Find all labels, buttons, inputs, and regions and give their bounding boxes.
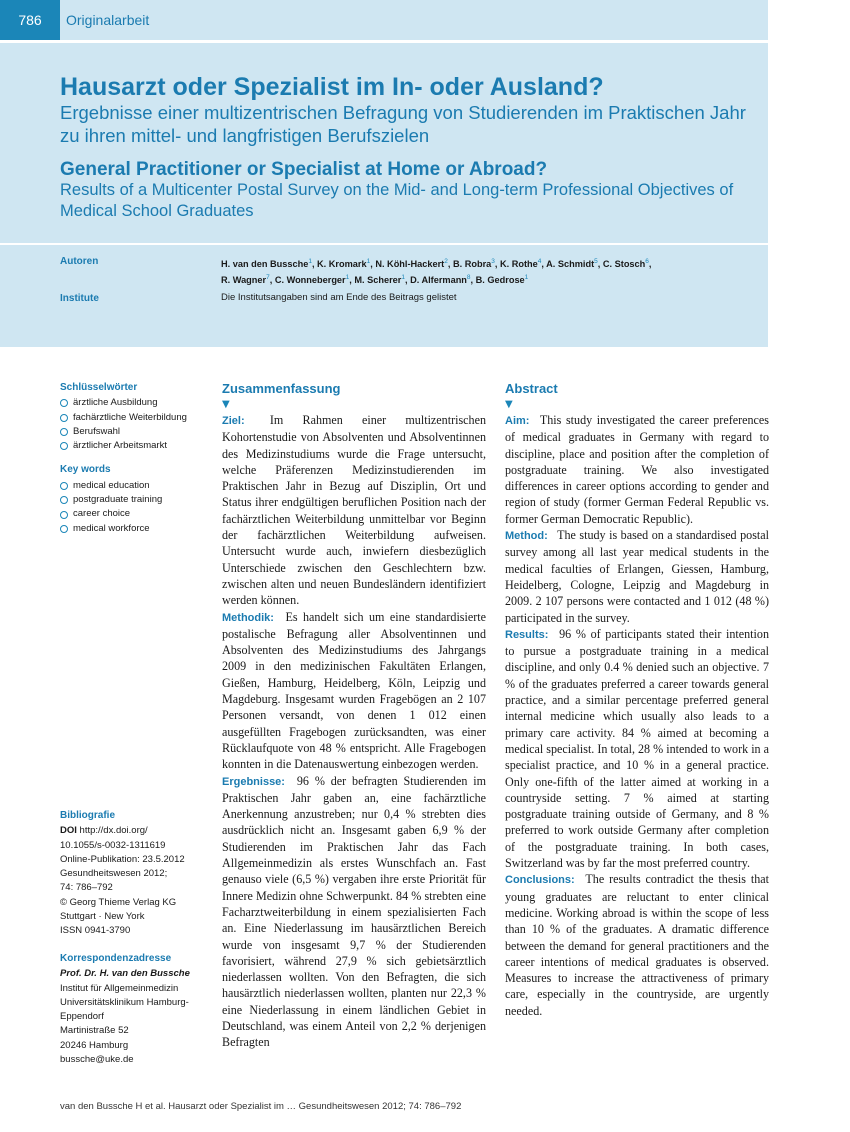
bullet-icon — [60, 482, 68, 490]
keywords-en-list — [60, 479, 210, 536]
keyword-text: medical workforce — [73, 522, 150, 534]
author-name: H. van den Bussche — [221, 259, 309, 270]
keyword-text: medical education — [73, 479, 150, 491]
title-german: Hausarzt oder Spezialist im In- oder Ausland? — [60, 73, 604, 101]
authors-label: Autoren — [60, 256, 99, 267]
corr-line: bussche@uke.de — [60, 1054, 134, 1066]
author-list: H. van den Bussche$^1$, K. Kromark$^1$, N. Köhl-Hackert$^2$, B. Robra$^3$, K. Rothe$^4$, A. Schmidt$^5$, C. Stosch$^6$, R. Wagner$^7$, C. Wonneberger$^1$, M. Scherer$^1$, D. Alfermann$^8$, B. Gedrose$^1$ — [221, 258, 652, 286]
author-name: K. Kromark — [317, 259, 367, 270]
section-label: Ergebnisse: — [222, 775, 285, 788]
abstract-paragraph — [505, 626, 769, 871]
author-affiliation: 1 — [524, 274, 529, 282]
bullet-icon — [60, 399, 68, 407]
abstract-paragraph — [505, 412, 769, 527]
section-label: Conclusions: — [505, 874, 575, 887]
section-label: Originalarbeit — [66, 12, 150, 28]
section-label: Methodik: — [222, 611, 274, 624]
keyword-text: postgraduate training — [73, 494, 163, 506]
author-affiliation: 1 — [366, 258, 371, 265]
author-affiliation: 4 — [537, 258, 542, 265]
section-text: 96 % of participants stated their intention to pursue a postgraduate training in a medical discipline, and only 0.4 % denied such an objective. 7 % of the graduates preferred a career towards general practice, and a similar percentage preferred general internal medicine which usually also leads to a primary care activity. 84 % aimed at becoming a medical specialist. In total, 28 % intended to work in a specialist practice, and 10 % in a general practice. Only one-fifth of the latter aimed at working in a countryside setting. 7 % aimed at starting postgraduate training outside of Germany, and 8 % preferred to work outside Germany after completion of the postgraduate training. In both cases, Switzerland was by far the most preferred country. — [505, 626, 769, 871]
author-affiliation: 6 — [645, 258, 649, 265]
author-name: B. Gedrose — [475, 275, 525, 286]
section-text: Im Rahmen einer multizentrischen Kohortenstudie von Absolventen und Absolventinnen des Medizinstudiums wurde die Frage untersucht, welche Präferenzen Medizinstudierenden im Praktischen Jahr in Bezug auf Disziplin, Ort und Status ihrer endgültigen beruflichen Position nach der fachärztlichen Weiterbildung unmittelbar vor Beginn der fachärztlichen Weiterbildung aufweisen. Untersucht wurde auch, inwiefern diesbezüglich Unterschiede zwischen den Geschlechtern bzw. zwischen alten und neuen Bundesländern identifiziert werden können. — [222, 413, 486, 608]
author-affiliation: 5 — [594, 258, 598, 265]
abstract-paragraph — [505, 871, 769, 1019]
bullet-icon — [60, 496, 68, 504]
biblio-line: http://dx.doi.org/ — [79, 825, 148, 837]
keyword-text: ärztlicher Arbeitsmarkt — [73, 440, 167, 452]
corr-lines — [60, 982, 210, 1068]
author-name: R. Wagner — [221, 275, 267, 286]
author-affiliation: 8 — [466, 274, 471, 282]
author-affiliation: 7 — [266, 274, 270, 282]
corr-heading: Korrespondenzadresse — [60, 953, 172, 964]
keyword-item — [60, 522, 210, 536]
author-name: N. Köhl-Hackert — [375, 259, 445, 270]
keywords-en-heading: Key words — [60, 464, 111, 476]
bullet-icon — [60, 428, 68, 436]
author-name: C. Stosch — [602, 259, 646, 270]
biblio-line: Online-Publikation: 23.5.2012 — [60, 853, 185, 865]
corr-line: Eppendorf — [60, 1011, 104, 1023]
keyword-item — [60, 493, 210, 507]
section-text: This study investigated the career preferences of medical graduates in Germany with regard to discipline, place and position after the completion of postgraduate training. We also investigated differences in career options according to gender and region of study (former German Federal Republic vs. former German Democratic Republic). — [505, 413, 769, 526]
abstract-paragraph — [222, 412, 486, 609]
doi-label: DOI — [60, 825, 77, 837]
triangle-icon: ▼ — [505, 399, 513, 410]
section-label: Aim: — [505, 415, 530, 427]
author-name: D. Alfermann — [410, 275, 467, 286]
section-text: 96 % der befragten Studierenden im Praktischen Jahr gaben an, eine fachärztliche Anerkennung anzustreben; nur 0,4 % strebten dies ausdrücklich nicht an. Insgesamt gaben 6,9 % der Studierenden im Praktischen Jahr das Fach Allgemeinmedizin als erstes Wunschfach an. Fast genauso viele (6,5 %) vergaben ihre erste Priorität für Innere Medizin ohne Schwerpunkt. 84 % strebten eine Facharztweiterbildung in einem spezialisierten Fach an. Eine Niederlassung im hausärztlichen Bereich wurde von insgesamt 9,7 % der Studierenden favorisiert, während 27,9 % sich gebietsärztlich niederlassen wollten. Von den Befragten, die sich hausärztlich niederlassen wollten, planten nur 22,3 % eine Niederlassung in einem ländlichen Gebiet in Deutschland, was einem Anteil von 2,2 % derjenigen Befragten — [222, 773, 486, 1050]
keyword-text: ärztliche Ausbildung — [73, 397, 158, 409]
biblio-line: © Georg Thieme Verlag KG — [60, 896, 177, 908]
biblio-line: ISSN 0941-3790 — [60, 925, 131, 937]
correspondence — [60, 952, 210, 1067]
biblio-line: Stuttgart · New York — [60, 911, 145, 923]
institute-note: Die Institutsangaben sind am Ende des Beitrags gelistet — [221, 292, 457, 303]
biblio-line: 74: 786–792 — [60, 882, 113, 894]
author-affiliation: 1 — [345, 274, 350, 282]
footer-citation: van den Bussche H et al. Hausarzt oder Spezialist im … Gesundheitswesen 2012; 74: 786–792 — [60, 1101, 462, 1112]
keyword-text: fachärztliche Weiterbildung — [73, 411, 187, 423]
subtitle-german: Ergebnisse einer multizentrischen Befragung von Studierenden im Praktischen Jahr zu ihren mittel- und langfristigen Berufszielen — [60, 102, 746, 146]
author-affiliation: 2 — [444, 258, 448, 265]
keyword-item — [60, 479, 210, 493]
bibliography — [60, 809, 210, 939]
author-affiliation: 3 — [491, 258, 495, 265]
keyword-item — [60, 425, 210, 439]
subtitle-english: Results of a Multicenter Postal Survey on the Mid- and Long-term Professional Objectives of Medical School Graduates — [60, 181, 734, 220]
keyword-item — [60, 507, 210, 521]
keywords-sidebar — [60, 381, 210, 546]
author-name: C. Wonneberger — [274, 275, 346, 286]
bullet-icon — [60, 525, 68, 533]
abstract-paragraph — [222, 773, 486, 1051]
keywords-de-list — [60, 396, 210, 453]
keyword-item — [60, 396, 210, 410]
keyword-item — [60, 439, 210, 453]
biblio-doi-line — [60, 824, 210, 838]
bullet-icon — [60, 442, 68, 450]
keyword-text: career choice — [73, 508, 131, 520]
author-name: B. Robra — [452, 259, 492, 270]
zusammenfassung-column — [222, 380, 486, 1051]
corr-name: Prof. Dr. H. van den Bussche — [60, 968, 190, 980]
keyword-text: Berufswahl — [73, 425, 120, 437]
abstract-body — [505, 412, 769, 1019]
corr-line: Universitätsklinikum Hamburg- — [60, 996, 189, 1008]
zusammenfassung-body — [222, 412, 486, 1051]
keywords-de-heading: Schlüsselwörter — [60, 382, 138, 393]
section-label: Results: — [505, 628, 549, 641]
triangle-icon: ▼ — [222, 399, 230, 410]
author-name: A. Schmidt — [546, 259, 595, 270]
abstract-paragraph — [222, 609, 486, 773]
biblio-line: 10.1055/s-0032-1311619 — [60, 839, 166, 851]
bullet-icon — [60, 414, 68, 422]
section-text: Es handelt sich um eine standardisierte postalische Befragung aller Absolventinnen und Absolventen des Medizinstudiums des Jahrgangs 2009 in den medizinischen Fakultäten Erlangen, Gießen, Hamburg, Heidelberg, Köln, Leipzig und Magdeburg. Insgesamt wurden Fragebögen an 2 107 Personen versandt, von denen 1 012 einen ausgefüllten Fragebogen zurücksandten, was einer Rücklaufquote von 48 % entspricht. Alle Fragebogen konnten in die Datenauswertung einbezogen werden. — [222, 609, 486, 772]
section-label: Method: — [505, 530, 548, 543]
author-affiliation: 1 — [401, 274, 405, 282]
biblio-heading: Bibliografie — [60, 810, 116, 821]
biblio-line: Gesundheitswesen 2012; — [60, 868, 168, 880]
abstract-column — [505, 380, 769, 1019]
corr-line: 20246 Hamburg — [60, 1039, 129, 1051]
abstract-paragraph — [505, 527, 769, 626]
author-affiliation: 1 — [308, 258, 312, 265]
author-name: K. Rothe — [500, 259, 538, 270]
keyword-item — [60, 411, 210, 425]
title-english: General Practitioner or Specialist at Home or Abroad? — [60, 159, 548, 180]
author-name: M. Scherer — [354, 275, 402, 286]
zusammenfassung-heading: Zusammenfassung — [222, 381, 341, 396]
section-label: Ziel: — [222, 415, 245, 427]
abstract-heading: Abstract — [505, 381, 558, 396]
section-text: The results contradict the thesis that young graduates are reluctant to enter clinical medicine. Working abroad is within the scope of less than 10 % of the graduates. A dramatic difference between the demand for general practitioners and the career intentions of medical graduates is observed. Measures to increase the attractiveness of primary care, especially in the countryside, are urgently needed. — [505, 872, 769, 1018]
section-text: The study is based on a standardised postal survey among all last year medical students in the medical faculties of Erlangen, Giessen, Hamburg, Heidelberg, Cologne, Leipzig and Magdeburg in 2009. 2 107 persons were contacted and 1 012 (48 %) participated in the survey. — [505, 528, 769, 625]
corr-line: Martinistraße 52 — [60, 1025, 129, 1037]
institute-label: Institute — [60, 293, 99, 304]
biblio-lines — [60, 824, 210, 938]
page-number: 786 — [0, 0, 60, 40]
bullet-icon — [60, 511, 68, 519]
corr-line: Institut für Allgemeinmedizin — [60, 982, 179, 994]
